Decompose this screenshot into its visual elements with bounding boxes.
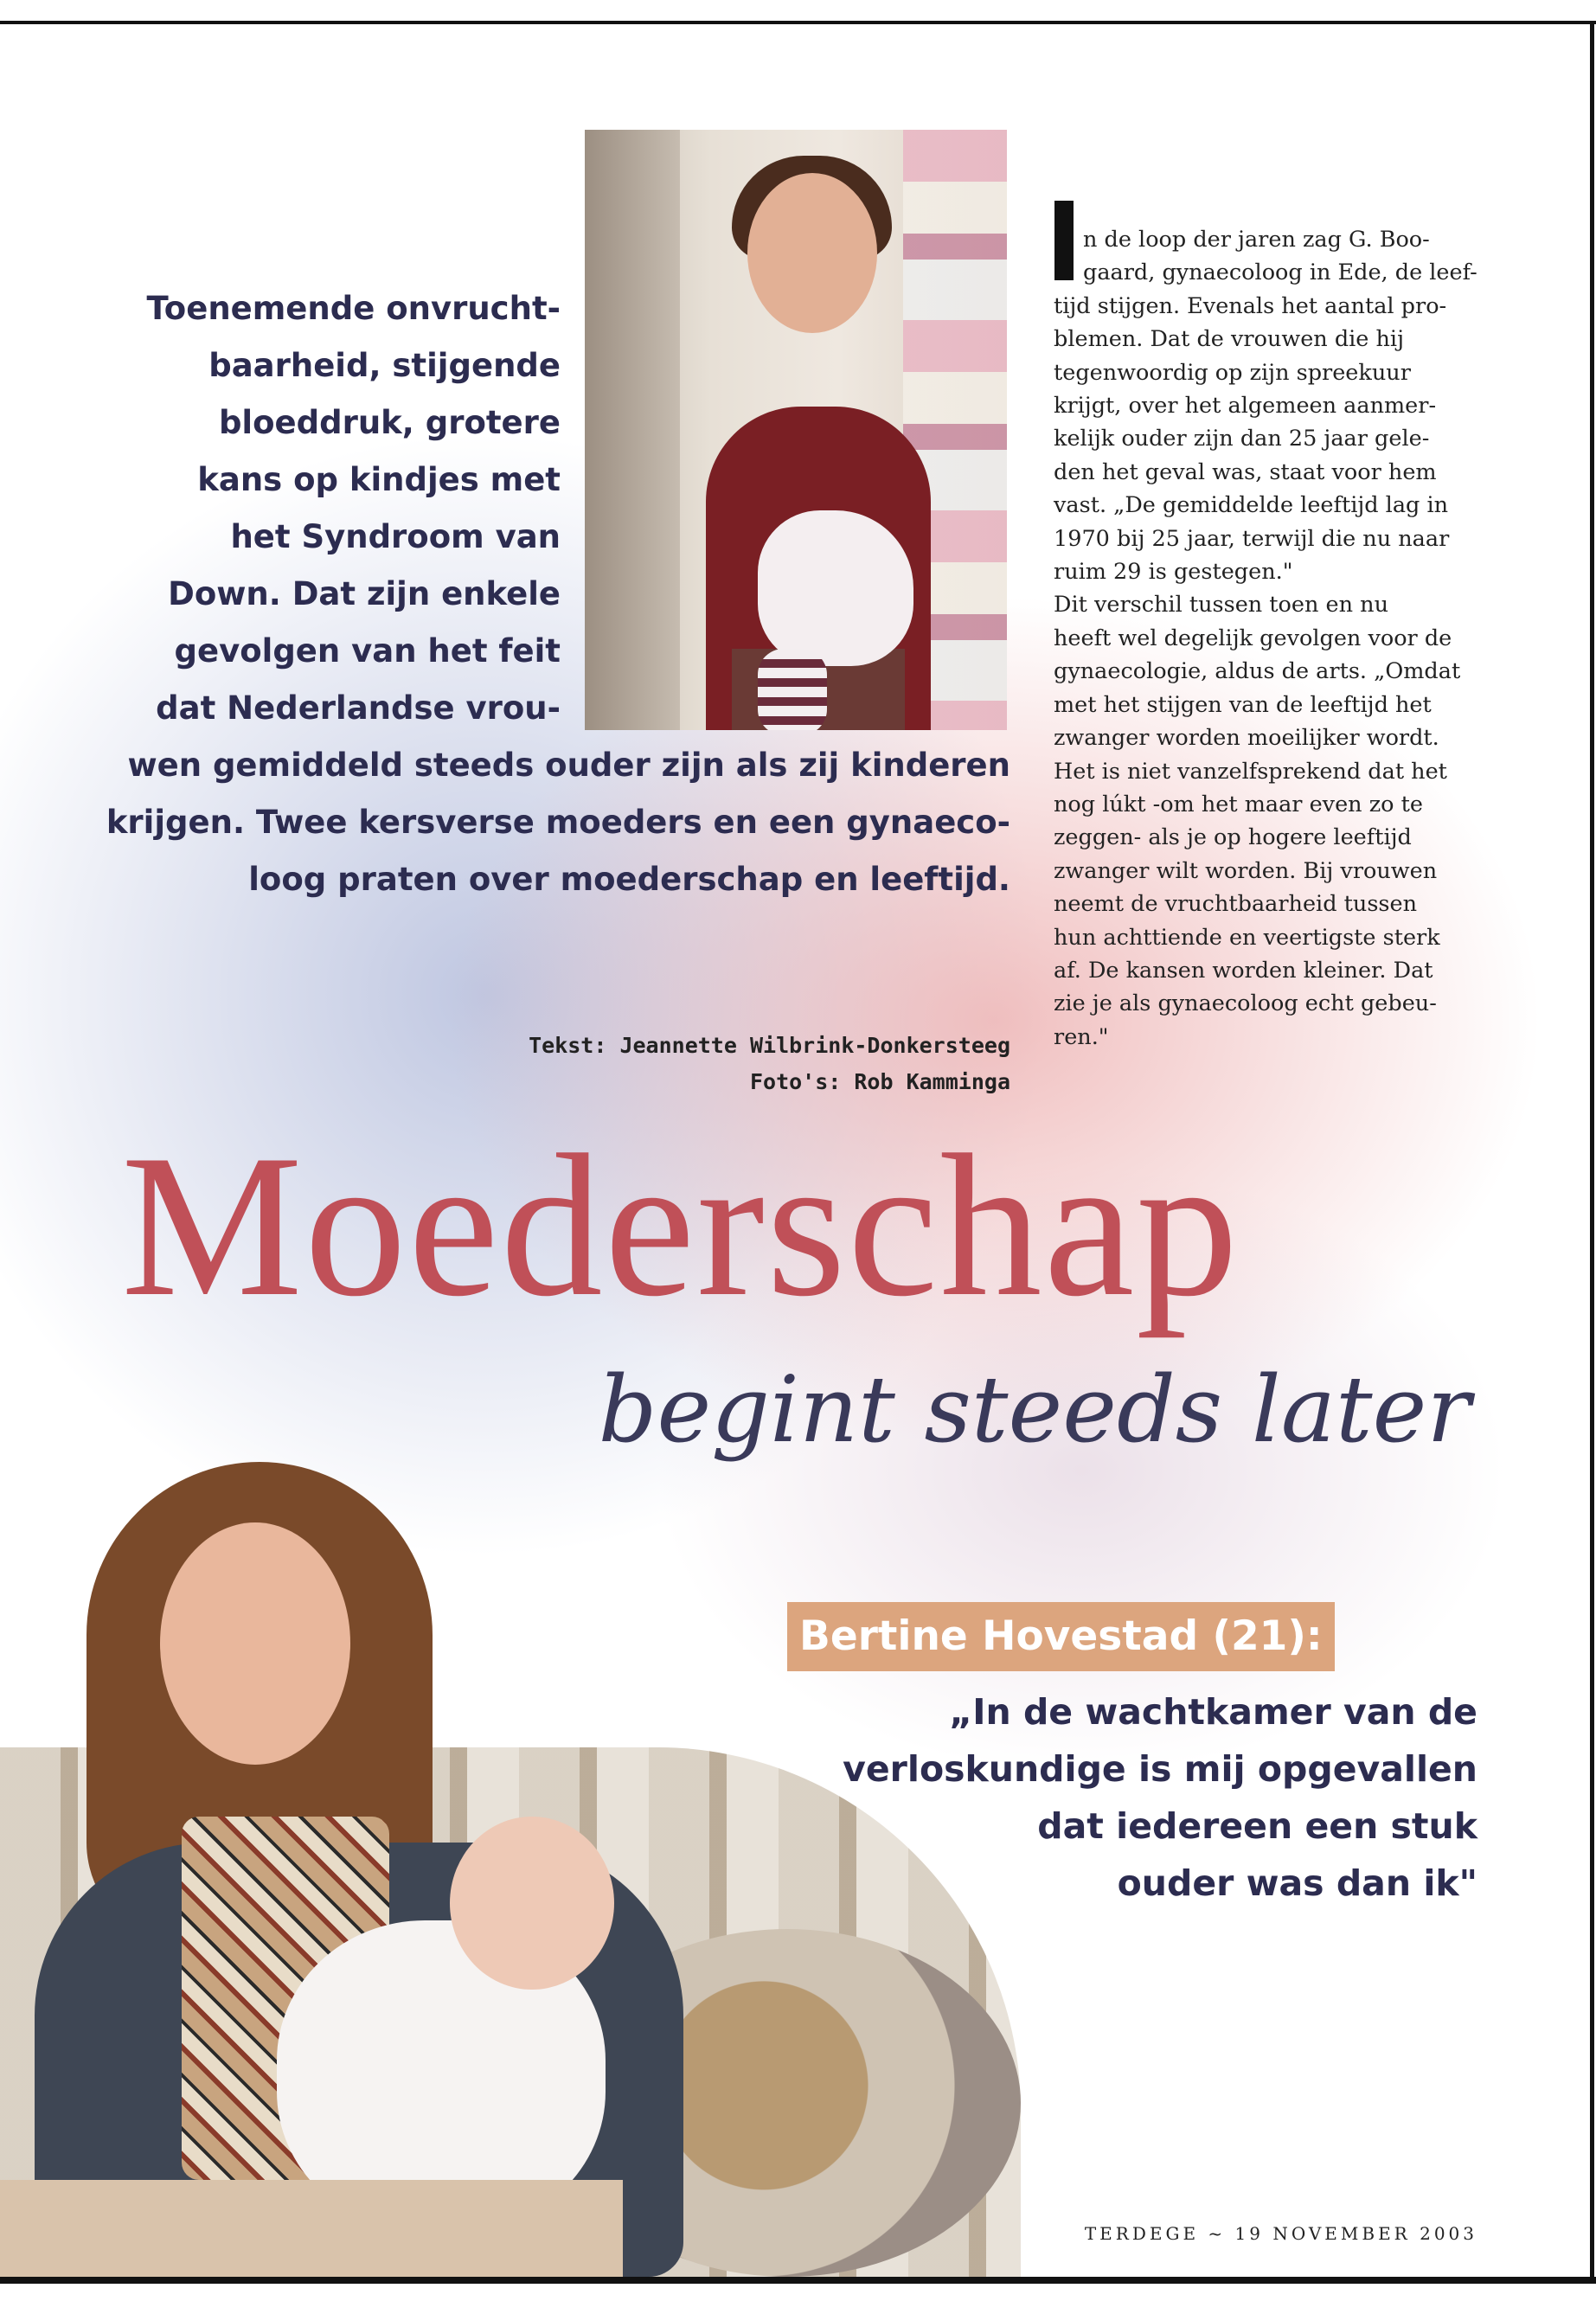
photo-mother-with-newborn (585, 130, 1007, 730)
column-line: zwanger worden moeilijker wordt. (1054, 725, 1439, 752)
bottom-rule (0, 2277, 1596, 2284)
quote-line: verloskundige is mij opgevallen (843, 1748, 1477, 1790)
quote-line: ouder was dan ik" (1117, 1862, 1477, 1904)
column-line: den het geval was, staat voor hem (1054, 458, 1437, 485)
intro-line: dat Nederlandse vrou- (156, 689, 561, 727)
photo-lap (0, 2180, 623, 2277)
credits (450, 1028, 1010, 1100)
intro-line: het Syndroom van (230, 518, 561, 555)
column-line: tegenwoordig op zijn spreekuur (1054, 359, 1411, 386)
column-line: hun achttiende en veertigste sterk (1054, 924, 1440, 951)
intro-line: kans op kindjes met (197, 461, 561, 498)
intro-line: loog praten over moederschap en leeftijd. (248, 861, 1010, 898)
photo-baby (758, 510, 913, 666)
column-line: heeft wel degelijk gevolgen voor de (1054, 625, 1452, 651)
column-line: zie je als gynaecoloog echt gebeu- (1054, 990, 1437, 1017)
headline-title: Moederschap (121, 1113, 1240, 1339)
column-line: nog lúkt -om het maar even zo te (1054, 791, 1423, 817)
column-line: af. De kansen worden kleiner. Dat (1054, 957, 1433, 984)
column-line: ruim 29 is gestegen." (1054, 559, 1293, 586)
quote-line: dat iedereen een stuk (1037, 1805, 1477, 1847)
credit-text: Tekst: Jeannette Wilbrink-Donkersteeg (529, 1033, 1010, 1058)
page-footer: TERDEGE ~ 19 NOVEMBER 2003 (1084, 2223, 1477, 2244)
intro-line: baarheid, stijgende (208, 347, 561, 384)
intro-line: wen gemiddeld steeds ouder zijn als zij kinderen (127, 747, 1010, 784)
column-line: 1970 bij 25 jaar, terwijl die nu naar (1054, 525, 1450, 552)
photo-bertine-face (160, 1522, 350, 1765)
column-line: blemen. Dat de vrouwen die hij (1054, 326, 1404, 353)
column-line: met het stijgen van de leeftijd het (1054, 691, 1432, 718)
column-line: Dit verschil tussen toen en nu (1054, 592, 1388, 619)
photo-baby-legs (758, 649, 827, 730)
headline-subtitle: begint steeds later (598, 1356, 1471, 1463)
column-line: tijd stijgen. Evenals het aantal pro- (1054, 292, 1447, 319)
credit-photos: Foto's: Rob Kamminga (749, 1069, 1010, 1094)
column-line: Het is niet vanzelfsprekend dat het (1054, 758, 1447, 785)
intro-line: gevolgen van het feit (174, 632, 561, 670)
quote-line: „In de wachtkamer van de (949, 1691, 1477, 1733)
column-line: neemt de vruchtbaarheid tussen (1054, 891, 1418, 918)
column-line: vast. „De gemiddelde leeftijd lag in (1054, 492, 1449, 519)
column-line: gynaecologie, aldus de arts. „Omdat (1054, 658, 1461, 685)
column-line: kelijk ouder zijn dan 25 jaar gele- (1054, 426, 1430, 452)
column-line: zwanger wilt worden. Bij vrouwen (1054, 857, 1438, 884)
intro-line: bloeddruk, grotere (218, 404, 561, 441)
article-column (1054, 223, 1477, 1054)
intro-line: Toenemende onvrucht- (146, 290, 561, 327)
photo-mother-face (747, 173, 877, 333)
pull-quote (761, 1683, 1477, 1912)
column-line: n de loop der jaren zag G. Boo- (1083, 227, 1430, 253)
column-line: krijgt, over het algemeen aanmer- (1054, 393, 1437, 420)
right-rule (1590, 21, 1594, 2279)
quote-speaker-label: Bertine Hovestad (21): (787, 1602, 1335, 1671)
intro-line: Down. Dat zijn enkele (168, 575, 561, 612)
top-rule (0, 21, 1596, 24)
photo-baby-head (450, 1817, 614, 1990)
column-line: ren." (1054, 1023, 1109, 1050)
intro-line: krijgen. Twee kersverse moeders en een gynaeco- (106, 804, 1010, 841)
column-line: zeggen- als je op hogere leeftijd (1054, 824, 1412, 851)
photo-door (585, 130, 680, 730)
column-line: gaard, gynaecoloog in Ede, de leef- (1083, 260, 1477, 286)
